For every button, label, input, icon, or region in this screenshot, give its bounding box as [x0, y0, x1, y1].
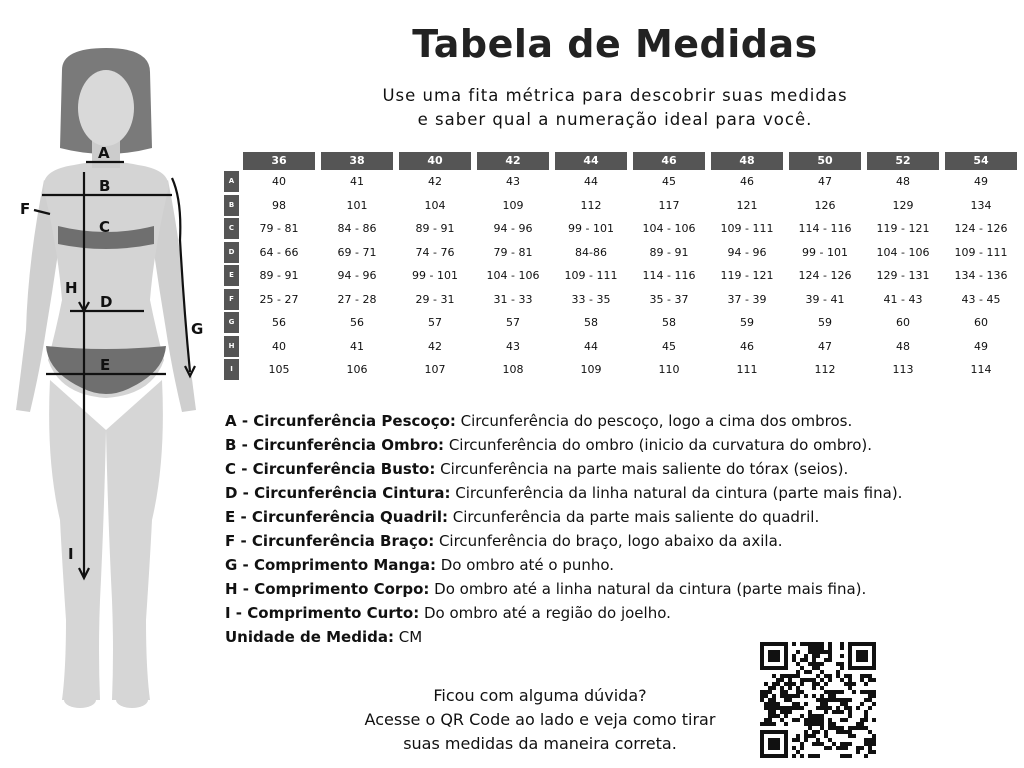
label-b: B — [99, 177, 111, 195]
table-cell: 114 - 116 — [642, 269, 696, 283]
table-cell: 119 - 121 — [876, 222, 930, 236]
table-cell: 99 - 101 — [568, 222, 614, 236]
unit-of-measure — [225, 625, 1015, 649]
label-e: E — [100, 356, 111, 374]
table-row — [224, 288, 1020, 312]
table-cell: 134 — [970, 198, 992, 212]
table-cell: 44 — [584, 175, 598, 189]
table-cell: 89 - 91 — [415, 222, 455, 236]
size-header: 44 — [552, 152, 630, 170]
table-cell: 124 - 126 — [798, 269, 852, 283]
table-cell: 58 — [584, 316, 598, 330]
table-cell: 105 — [268, 363, 290, 377]
table-cell: 114 - 116 — [798, 222, 852, 236]
label-d: D — [100, 293, 113, 311]
table-cell: 56 — [350, 316, 364, 330]
table-cell: 43 - 45 — [961, 292, 1001, 306]
help-line-3: suas medidas da maneira correta. — [403, 734, 677, 753]
label-a: A — [98, 144, 110, 162]
definition-item — [225, 529, 1015, 553]
table-cell: 60 — [896, 316, 910, 330]
table-cell: 114 — [970, 363, 992, 377]
table-row — [224, 358, 1020, 382]
size-header: 54 — [942, 152, 1020, 170]
table-row — [224, 194, 1020, 218]
definition-item — [225, 433, 1015, 457]
table-cell: 44 — [584, 339, 598, 353]
definition-term: B - Circunferência Ombro: — [225, 436, 445, 454]
table-cell: 101 — [346, 198, 368, 212]
table-cell: 47 — [818, 175, 832, 189]
definition-text: Circunferência do braço, logo abaixo da axila. — [434, 532, 783, 550]
row-key: B — [224, 194, 240, 218]
table-cell: 89 - 91 — [259, 269, 299, 283]
row-key: E — [224, 264, 240, 288]
table-cell: 45 — [662, 339, 676, 353]
size-header: 48 — [708, 152, 786, 170]
row-key: I — [224, 358, 240, 382]
table-cell: 84 - 86 — [337, 222, 377, 236]
definition-item — [225, 553, 1015, 577]
table-cell: 117 — [658, 198, 680, 212]
help-line-2: Acesse o QR Code ao lado e veja como tirar — [364, 710, 716, 729]
definition-term: E - Circunferência Quadril: — [225, 508, 449, 526]
label-f: F — [20, 200, 31, 218]
table-row — [224, 335, 1020, 359]
table-cell: 49 — [974, 175, 988, 189]
table-cell: 56 — [272, 316, 286, 330]
table-row — [224, 217, 1020, 241]
table-cell: 49 — [974, 339, 988, 353]
page-subtitle — [330, 84, 900, 132]
table-cell: 48 — [896, 175, 910, 189]
table-cell: 40 — [272, 175, 286, 189]
definition-term: G - Comprimento Manga: — [225, 556, 436, 574]
table-cell: 108 — [502, 363, 524, 377]
row-key: A — [224, 170, 240, 194]
definition-text: Circunferência da parte mais saliente do quadril. — [448, 508, 820, 526]
definition-term: C - Circunferência Busto: — [225, 460, 436, 478]
definition-text: Do ombro até o punho. — [435, 556, 615, 574]
table-cell: 112 — [580, 198, 602, 212]
table-cell: 25 - 27 — [259, 292, 299, 306]
table-cell: 107 — [424, 363, 446, 377]
definition-item — [225, 481, 1015, 505]
table-cell: 69 - 71 — [337, 245, 377, 259]
table-cell: 109 — [502, 198, 524, 212]
definition-term: Unidade de Medida: — [225, 628, 394, 646]
label-g: G — [191, 320, 204, 338]
table-cell: 109 — [580, 363, 602, 377]
size-header: 36 — [240, 152, 318, 170]
table-cell: 113 — [892, 363, 914, 377]
row-key: F — [224, 288, 240, 312]
label-c: C — [99, 218, 111, 236]
table-cell: 57 — [506, 316, 520, 330]
table-cell: 109 - 111 — [720, 222, 774, 236]
table-cell: 98 — [272, 198, 286, 212]
table-cell: 126 — [814, 198, 836, 212]
subtitle-line-2: e saber qual a numeração ideal para você. — [417, 110, 813, 129]
help-line-1: Ficou com alguma dúvida? — [433, 686, 647, 705]
label-i: I — [68, 545, 74, 563]
table-cell: 35 - 37 — [649, 292, 689, 306]
table-cell: 99 - 101 — [412, 269, 458, 283]
definition-item — [225, 457, 1015, 481]
qr-code[interactable] — [760, 642, 876, 758]
table-cell: 111 — [736, 363, 758, 377]
table-cell: 31 - 33 — [493, 292, 533, 306]
table-cell: 109 - 111 — [564, 269, 618, 283]
table-cell: 41 — [350, 339, 364, 353]
definitions-list — [225, 409, 1015, 649]
size-header: 40 — [396, 152, 474, 170]
table-cell: 94 - 96 — [337, 269, 377, 283]
table-cell: 74 - 76 — [415, 245, 455, 259]
definition-term: I - Comprimento Curto: — [225, 604, 420, 622]
table-cell: 124 - 126 — [954, 222, 1008, 236]
table-cell: 94 - 96 — [493, 222, 533, 236]
table-cell: 42 — [428, 339, 442, 353]
table-cell: 129 - 131 — [876, 269, 930, 283]
definition-item — [225, 601, 1015, 625]
table-cell: 57 — [428, 316, 442, 330]
definition-term: D - Circunferência Cintura: — [225, 484, 451, 502]
table-cell: 104 — [424, 198, 446, 212]
table-cell: 47 — [818, 339, 832, 353]
table-cell: 33 - 35 — [571, 292, 611, 306]
table-cell: 37 - 39 — [727, 292, 767, 306]
table-cell: 41 - 43 — [883, 292, 923, 306]
table-cell: 40 — [272, 339, 286, 353]
help-text — [330, 684, 750, 756]
definition-item — [225, 505, 1015, 529]
table-body — [224, 170, 1020, 382]
table-cell: 43 — [506, 175, 520, 189]
page-title: Tabela de Medidas — [412, 22, 818, 66]
table-cell: 42 — [428, 175, 442, 189]
table-cell: 106 — [346, 363, 368, 377]
definition-text: Circunferência do ombro (inicio da curvatura do ombro). — [444, 436, 873, 454]
table-cell: 79 - 81 — [493, 245, 533, 259]
definition-term: H - Comprimento Corpo: — [225, 580, 430, 598]
row-key: G — [224, 311, 240, 335]
table-cell: 104 - 106 — [486, 269, 540, 283]
size-header: 50 — [786, 152, 864, 170]
definition-item — [225, 409, 1015, 433]
table-cell: 104 - 106 — [642, 222, 696, 236]
definition-text: Circunferência do pescoço, logo a cima dos ombros. — [455, 412, 853, 430]
table-corner — [224, 152, 240, 170]
table-cell: 58 — [662, 316, 676, 330]
row-key: C — [224, 217, 240, 241]
table-cell: 84-86 — [575, 245, 607, 259]
table-cell: 119 - 121 — [720, 269, 774, 283]
row-key: D — [224, 241, 240, 265]
row-key: H — [224, 335, 240, 359]
definition-term: F - Circunferência Braço: — [225, 532, 435, 550]
definition-text: Do ombro até a linha natural da cintura (parte mais fina). — [429, 580, 867, 598]
table-cell: 129 — [892, 198, 914, 212]
table-cell: 60 — [974, 316, 988, 330]
size-table — [224, 152, 1020, 382]
definition-term: A - Circunferência Pescoço: — [225, 412, 456, 430]
table-cell: 121 — [736, 198, 758, 212]
size-header: 46 — [630, 152, 708, 170]
table-cell: 110 — [658, 363, 680, 377]
table-row — [224, 311, 1020, 335]
size-header: 52 — [864, 152, 942, 170]
definition-text: Circunferência da linha natural da cintura (parte mais fina). — [450, 484, 903, 502]
table-cell: 45 — [662, 175, 676, 189]
definition-text: Circunferência na parte mais saliente do tórax (seios). — [435, 460, 849, 478]
table-cell: 46 — [740, 175, 754, 189]
table-cell: 134 - 136 — [954, 269, 1008, 283]
subtitle-line-1: Use uma fita métrica para descobrir suas medidas — [382, 86, 848, 105]
size-header: 38 — [318, 152, 396, 170]
table-cell: 99 - 101 — [802, 245, 848, 259]
table-cell: 41 — [350, 175, 364, 189]
table-cell: 112 — [814, 363, 836, 377]
body-measurement-figure — [0, 0, 225, 768]
label-h: H — [65, 279, 78, 297]
table-row — [224, 264, 1020, 288]
table-cell: 46 — [740, 339, 754, 353]
definition-text: CM — [393, 628, 423, 646]
table-cell: 27 - 28 — [337, 292, 377, 306]
table-cell: 104 - 106 — [876, 245, 930, 259]
table-cell: 59 — [740, 316, 754, 330]
table-cell: 43 — [506, 339, 520, 353]
table-row — [224, 170, 1020, 194]
table-cell: 109 - 111 — [954, 245, 1008, 259]
definition-text: Do ombro até a região do joelho. — [419, 604, 671, 622]
table-cell: 59 — [818, 316, 832, 330]
table-cell: 79 - 81 — [259, 222, 299, 236]
size-header: 42 — [474, 152, 552, 170]
table-cell: 29 - 31 — [415, 292, 455, 306]
table-cell: 39 - 41 — [805, 292, 845, 306]
table-cell: 48 — [896, 339, 910, 353]
table-cell: 89 - 91 — [649, 245, 689, 259]
size-header-row — [224, 152, 1020, 170]
table-cell: 94 - 96 — [727, 245, 767, 259]
table-row — [224, 241, 1020, 265]
definition-item — [225, 577, 1015, 601]
table-cell: 64 - 66 — [259, 245, 299, 259]
